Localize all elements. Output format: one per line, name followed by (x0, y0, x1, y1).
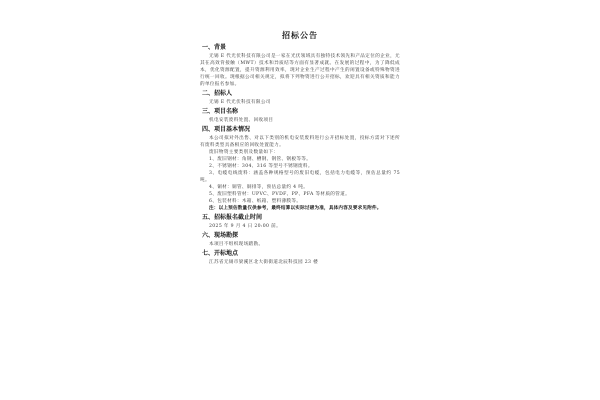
section-project-name (200, 108, 400, 124)
tenderer-name: 无锡 E 代光伏科技有限公司 (209, 100, 271, 105)
list-item: 1、废旧钢材：角钢、槽钢、钢管、钢板等等。 (209, 157, 312, 162)
list-item: 4、铜材：铜管、铜排等，预估总量约 4 吨。 (209, 185, 309, 190)
site-survey-text: 本项目不组织现场踏勘。 (209, 242, 264, 247)
project-name-text: 机电安装废料处置、回收项目 (209, 118, 274, 123)
project-info-note: 注：以上预估数量仅供参考，最终结算以实际过磅为准，具体内容及要求见附件。 (209, 206, 382, 211)
background-paragraph: 无锡 E 代光伏科技有限公司是一家在光伏领域具有独特技术领先和产品定位的企业，尤其在高效背接触（MWT）技术和异质结等方面有显著成就。在发展的过程中，为了降低成本，优化资源配置，提升资源利用效率，现对企业生产过程中产生的闲置设备或特殊物资进行统一回收。现根据公司相关规定，拟将下列物资进行公开招标，欢迎具有相关资质和能力的单位报名参加。 (200, 54, 400, 87)
list-item: 6、包装材料：木箱、纸箱、塑料薄膜等。 (209, 199, 302, 204)
section-heading-deadline: 五、招标报名截止时间 (202, 214, 263, 221)
section-heading-project-info: 四、项目基本情况 (202, 126, 251, 133)
announcement-document (200, 30, 400, 266)
list-item: 2、不锈钢材：304、316 等型号不锈钢废料。 (209, 164, 313, 169)
project-info-intro: 废旧物资主要类别及数量如下： (209, 150, 279, 155)
document-title: 招标公告 (282, 30, 318, 40)
list-item: 3、电缆电线废料：涵盖各种规格型号的废旧电缆，包括电力电缆等，预估总量约 75 吨。 (200, 171, 400, 183)
section-background (200, 44, 400, 88)
section-heading-background: 一、背景 (202, 44, 227, 51)
section-heading-site-survey: 六、现场勘探 (202, 232, 239, 239)
bid-opening-address: 江苏省无锡市梁溪区北大街街道北辰科技园 23 楼 (209, 260, 319, 265)
section-heading-tenderer: 二、招标人 (202, 90, 233, 97)
section-tenderer (200, 90, 400, 106)
section-deadline (200, 214, 400, 230)
section-site-survey (200, 232, 400, 248)
section-bid-opening (200, 250, 400, 266)
deadline-text: 2025 年 9 月 4 日 20:00 前。 (209, 224, 282, 229)
section-heading-project-name: 三、项目名称 (202, 108, 239, 115)
section-heading-bid-opening: 七、开标地点 (202, 250, 239, 257)
project-info-paragraph: 本公司拟对外出售、对以下类别的机电安装废料进行公开招标处置，投标方需对下述所有废料类型具备相应的回收处置能力。 (200, 136, 400, 148)
list-item: 5、废旧塑料管材：UPVC、PVDF、PP、PFA 等材质的管道。 (209, 192, 351, 197)
section-project-info (200, 126, 400, 212)
